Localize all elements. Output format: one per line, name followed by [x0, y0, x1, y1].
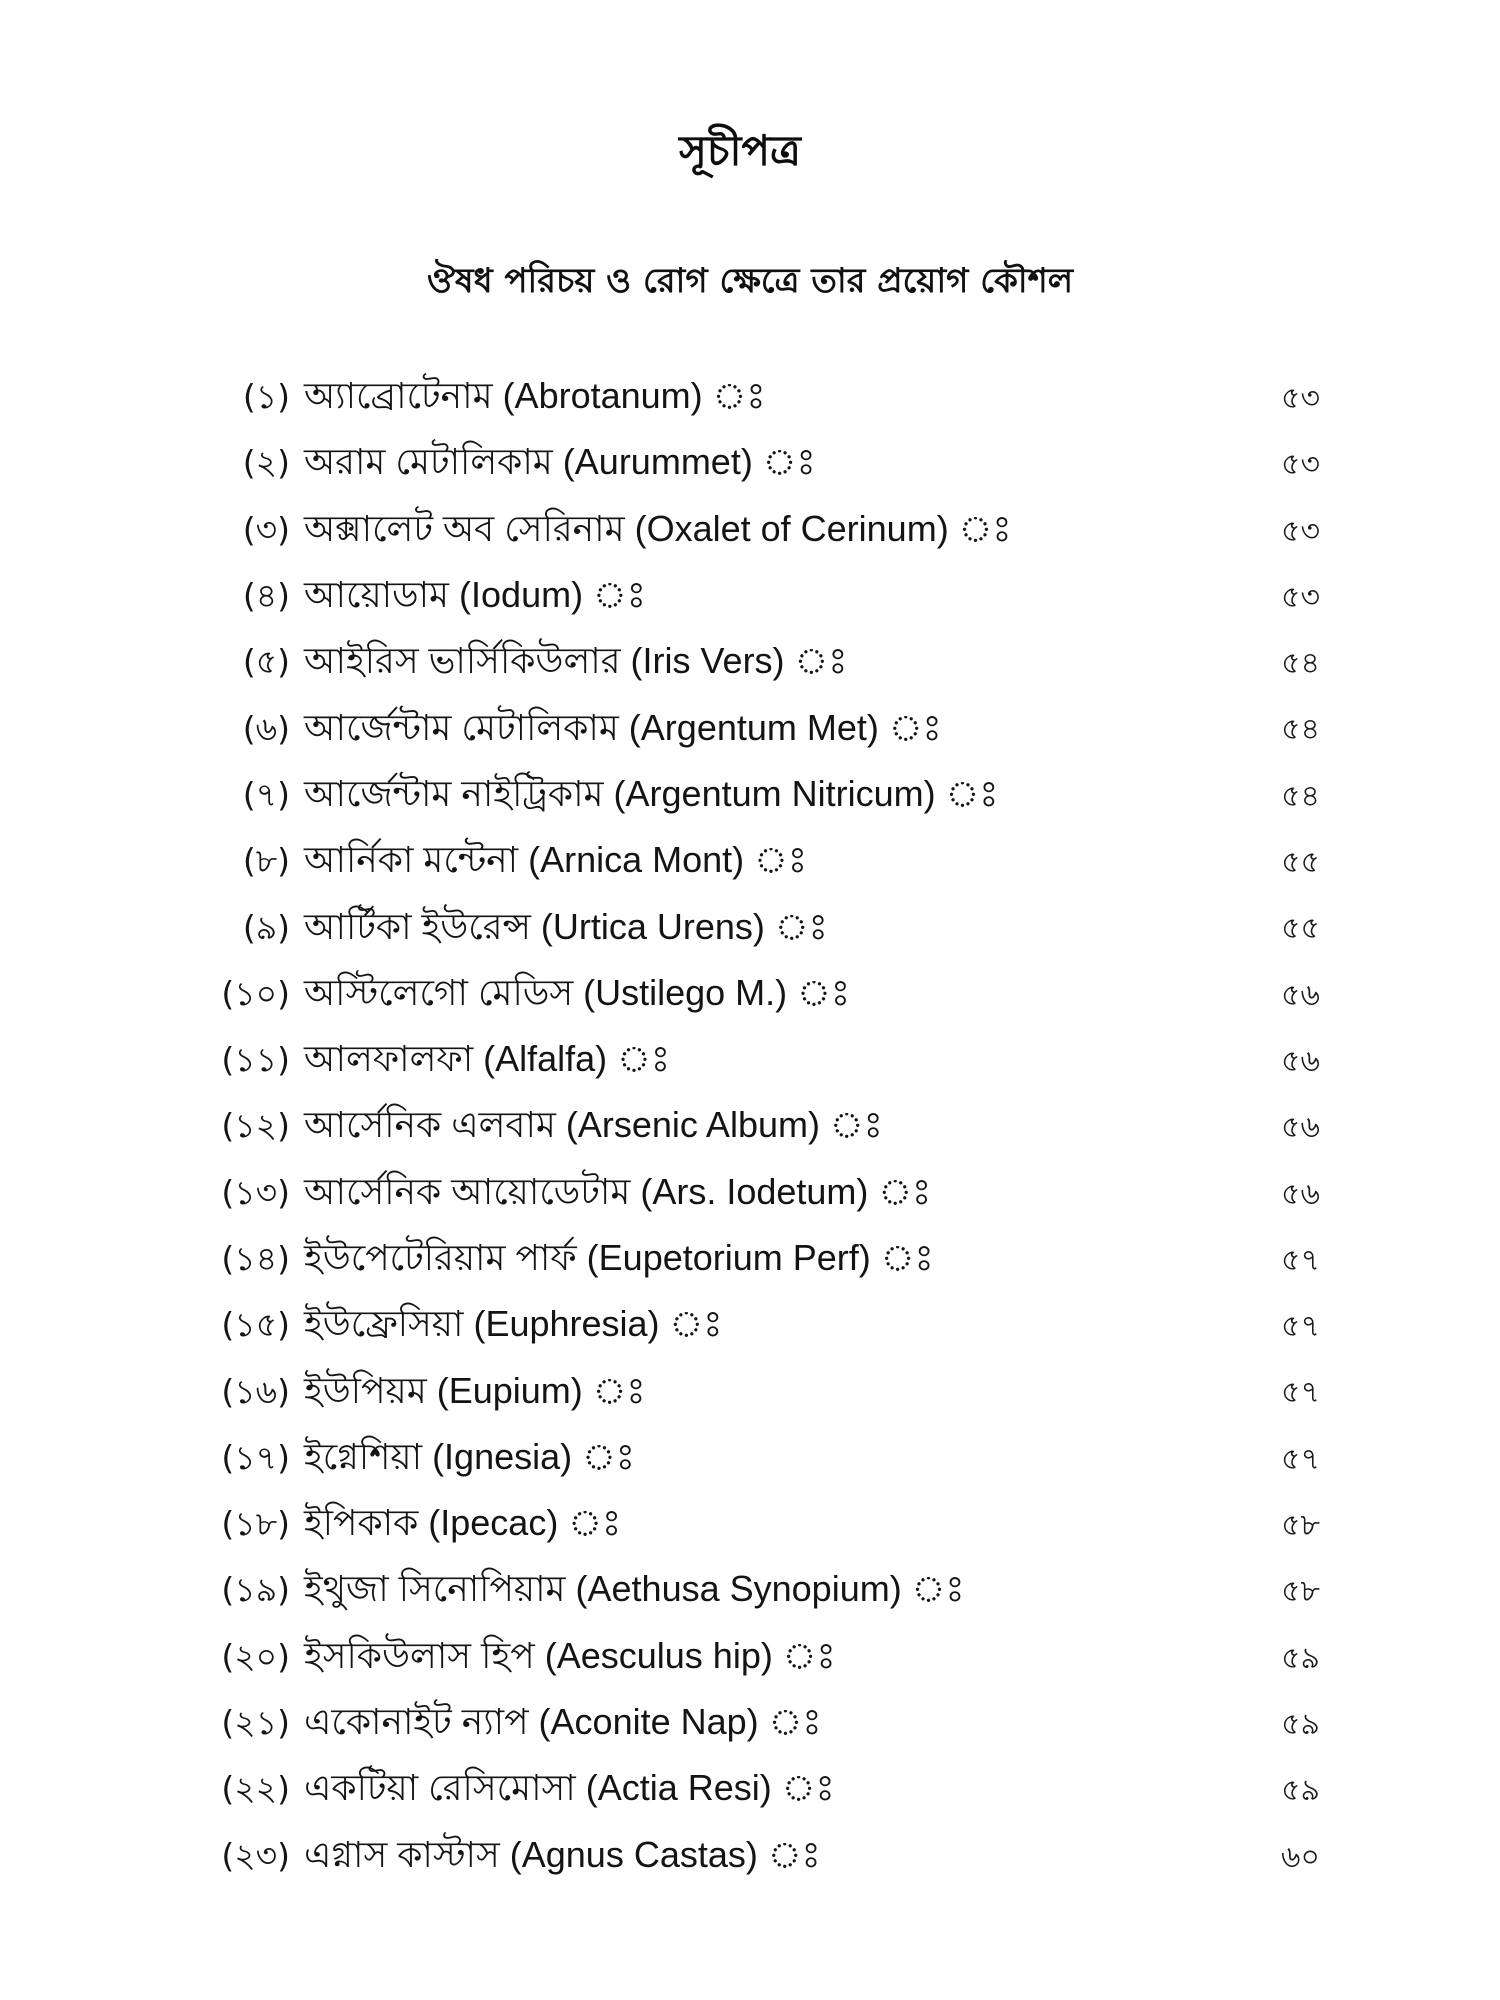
entry-page-number: ৫৬ [1281, 1110, 1320, 1146]
entry-title: অরাম মেটালিকাম (Aurummet) ঃ [304, 441, 816, 483]
entry-page-number: ৫৬ [1281, 977, 1320, 1013]
entry-number: (২১) [221, 1703, 290, 1743]
entry-page-number: ৫৮ [1281, 1574, 1320, 1610]
entry-page-number: ৫৫ [1281, 845, 1320, 881]
entry-page-number: ৬০ [1280, 1839, 1320, 1875]
entry-title: ইগ্নেশিয়া (Ignesia) ঃ [304, 1435, 636, 1477]
toc-entry [190, 366, 1320, 432]
toc-entry [190, 432, 1320, 498]
entry-number: (১০) [221, 973, 290, 1013]
entry-page-number: ৫৮ [1281, 1508, 1320, 1544]
entry-page-number: ৫৬ [1281, 1176, 1320, 1212]
toc-entry [190, 1228, 1320, 1294]
entry-title: আয়োডাম (Iodum) ঃ [304, 574, 646, 616]
entry-number: (১৪) [221, 1239, 290, 1278]
toc-entry [190, 963, 1320, 1029]
entry-page-number: ৫৭ [1281, 1375, 1320, 1411]
entry-title: আর্টিকা ইউরেন্স (Urtica Urens) ঃ [304, 905, 828, 947]
entry-number: (২) [242, 443, 290, 483]
entry-title: এগ্নাস কাস্টাস (Agnus Castas) ঃ [304, 1833, 821, 1875]
entry-number: (১১) [221, 1040, 290, 1080]
entry-number: (১৬) [221, 1371, 290, 1411]
entry-title: আর্জেন্টাম মেটালিকাম (Argentum Met) ঃ [304, 706, 942, 748]
entry-page-number: ৫৯ [1281, 1706, 1320, 1742]
entry-title: ইউফ্রেসিয়া (Euphresia) ঃ [304, 1303, 723, 1345]
entry-number: (১৭) [221, 1437, 290, 1477]
entry-number: (৪) [242, 576, 290, 616]
toc-entry [190, 1162, 1320, 1228]
entry-page-number: ৫৪ [1281, 778, 1320, 814]
toc-entry [190, 1095, 1320, 1161]
entry-title: ইসকিউলাস হিপ (Aesculus hip) ঃ [304, 1634, 836, 1676]
entry-title: ইপিকাক (Ipecac) ঃ [304, 1502, 622, 1544]
entry-page-number: ৫৩ [1281, 447, 1320, 483]
entry-title: আইরিস ভার্সিকিউলার (Iris Vers) ঃ [304, 640, 848, 682]
entry-page-number: ৫৭ [1281, 1309, 1320, 1345]
entry-number: (২৩) [221, 1835, 290, 1875]
toc-entry [190, 1559, 1320, 1625]
entry-page-number: ৫৬ [1281, 1043, 1320, 1079]
entry-number: (৮) [242, 841, 290, 881]
toc-entry [190, 764, 1320, 830]
entry-title: একোনাইট ন্যাপ (Aconite Nap) ঃ [304, 1701, 822, 1743]
toc-entry [190, 565, 1320, 631]
entry-number: (১৩) [221, 1172, 290, 1212]
toc-entry [190, 1758, 1320, 1824]
entry-number: (৭) [242, 774, 290, 814]
entry-page-number: ৫৯ [1281, 1640, 1320, 1676]
entry-title: আর্সেনিক এলবাম (Arsenic Album) ঃ [304, 1104, 883, 1146]
entry-title: ইথুজা সিনোপিয়াম (Aethusa Synopium) ঃ [304, 1568, 965, 1610]
entry-page-number: ৫৭ [1281, 1441, 1320, 1477]
toc-entry [190, 1029, 1320, 1095]
entry-number: (১৫) [221, 1305, 290, 1345]
entry-title: আর্সেনিক আয়োডেটাম (Ars. Iodetum) ঃ [304, 1170, 932, 1212]
entry-title: অস্টিলেগো মেডিস (Ustilego M.) ঃ [304, 971, 851, 1013]
entry-page-number: ৫৪ [1281, 712, 1320, 748]
table-of-contents [190, 366, 1320, 1891]
entry-number: (২২) [221, 1769, 290, 1809]
entry-number: (৫) [242, 642, 290, 682]
entry-title: অ্যাব্রোটেনাম (Abrotanum) ঃ [304, 375, 766, 417]
entry-number: (১) [242, 377, 290, 417]
toc-entry [190, 1493, 1320, 1559]
entry-title: ইউপিয়ম (Eupium) ঃ [304, 1369, 646, 1411]
entry-number: (৯) [242, 907, 290, 947]
entry-title: অক্সালেট অব সেরিনাম (Oxalet of Cerinum) ঃ [304, 507, 1012, 549]
toc-entry [190, 631, 1320, 697]
entry-number: (১২) [221, 1106, 290, 1146]
toc-entry [190, 830, 1320, 896]
entry-title: আর্নিকা মন্টেনা (Arnica Mont) ঃ [304, 839, 808, 881]
section-subtitle: ঔষধ পরিচয় ও রোগ ক্ষেত্রে তার প্রয়োগ কৌশল [426, 261, 1074, 301]
toc-entry [190, 896, 1320, 962]
entry-number: (১৯) [221, 1570, 290, 1610]
toc-entry [190, 1294, 1320, 1360]
entry-title: ইউপেটেরিয়াম পার্ফ (Eupetorium Perf) ঃ [304, 1237, 934, 1278]
entry-title: আর্জেন্টাম নাইট্রিকাম (Argentum Nitricum) ঃ [304, 772, 999, 814]
page-title: সূচীপত্র [679, 126, 801, 175]
entry-page-number: ৫৯ [1281, 1773, 1320, 1809]
toc-entry [190, 1692, 1320, 1758]
entry-page-number: ৫৪ [1281, 646, 1320, 682]
entry-number: (২০) [221, 1636, 290, 1676]
entry-number: (৩) [242, 509, 290, 549]
toc-entry [190, 499, 1320, 565]
toc-entry [190, 697, 1320, 763]
entry-title: একটিয়া রেসিমোসা (Actia Resi) ঃ [304, 1767, 835, 1809]
toc-entry [190, 1626, 1320, 1692]
entry-page-number: ৫৭ [1281, 1242, 1320, 1278]
toc-entry [190, 1360, 1320, 1426]
entry-page-number: ৫৩ [1281, 513, 1320, 549]
entry-number: (১৮) [221, 1504, 290, 1544]
toc-entry [190, 1427, 1320, 1493]
entry-page-number: ৫৩ [1281, 381, 1320, 416]
toc-entry [190, 1825, 1320, 1891]
entry-title: আলফালফা (Alfalfa) ঃ [304, 1038, 671, 1080]
entry-number: (৬) [242, 708, 290, 748]
entry-page-number: ৫৫ [1281, 911, 1320, 947]
entry-page-number: ৫৩ [1281, 579, 1320, 615]
